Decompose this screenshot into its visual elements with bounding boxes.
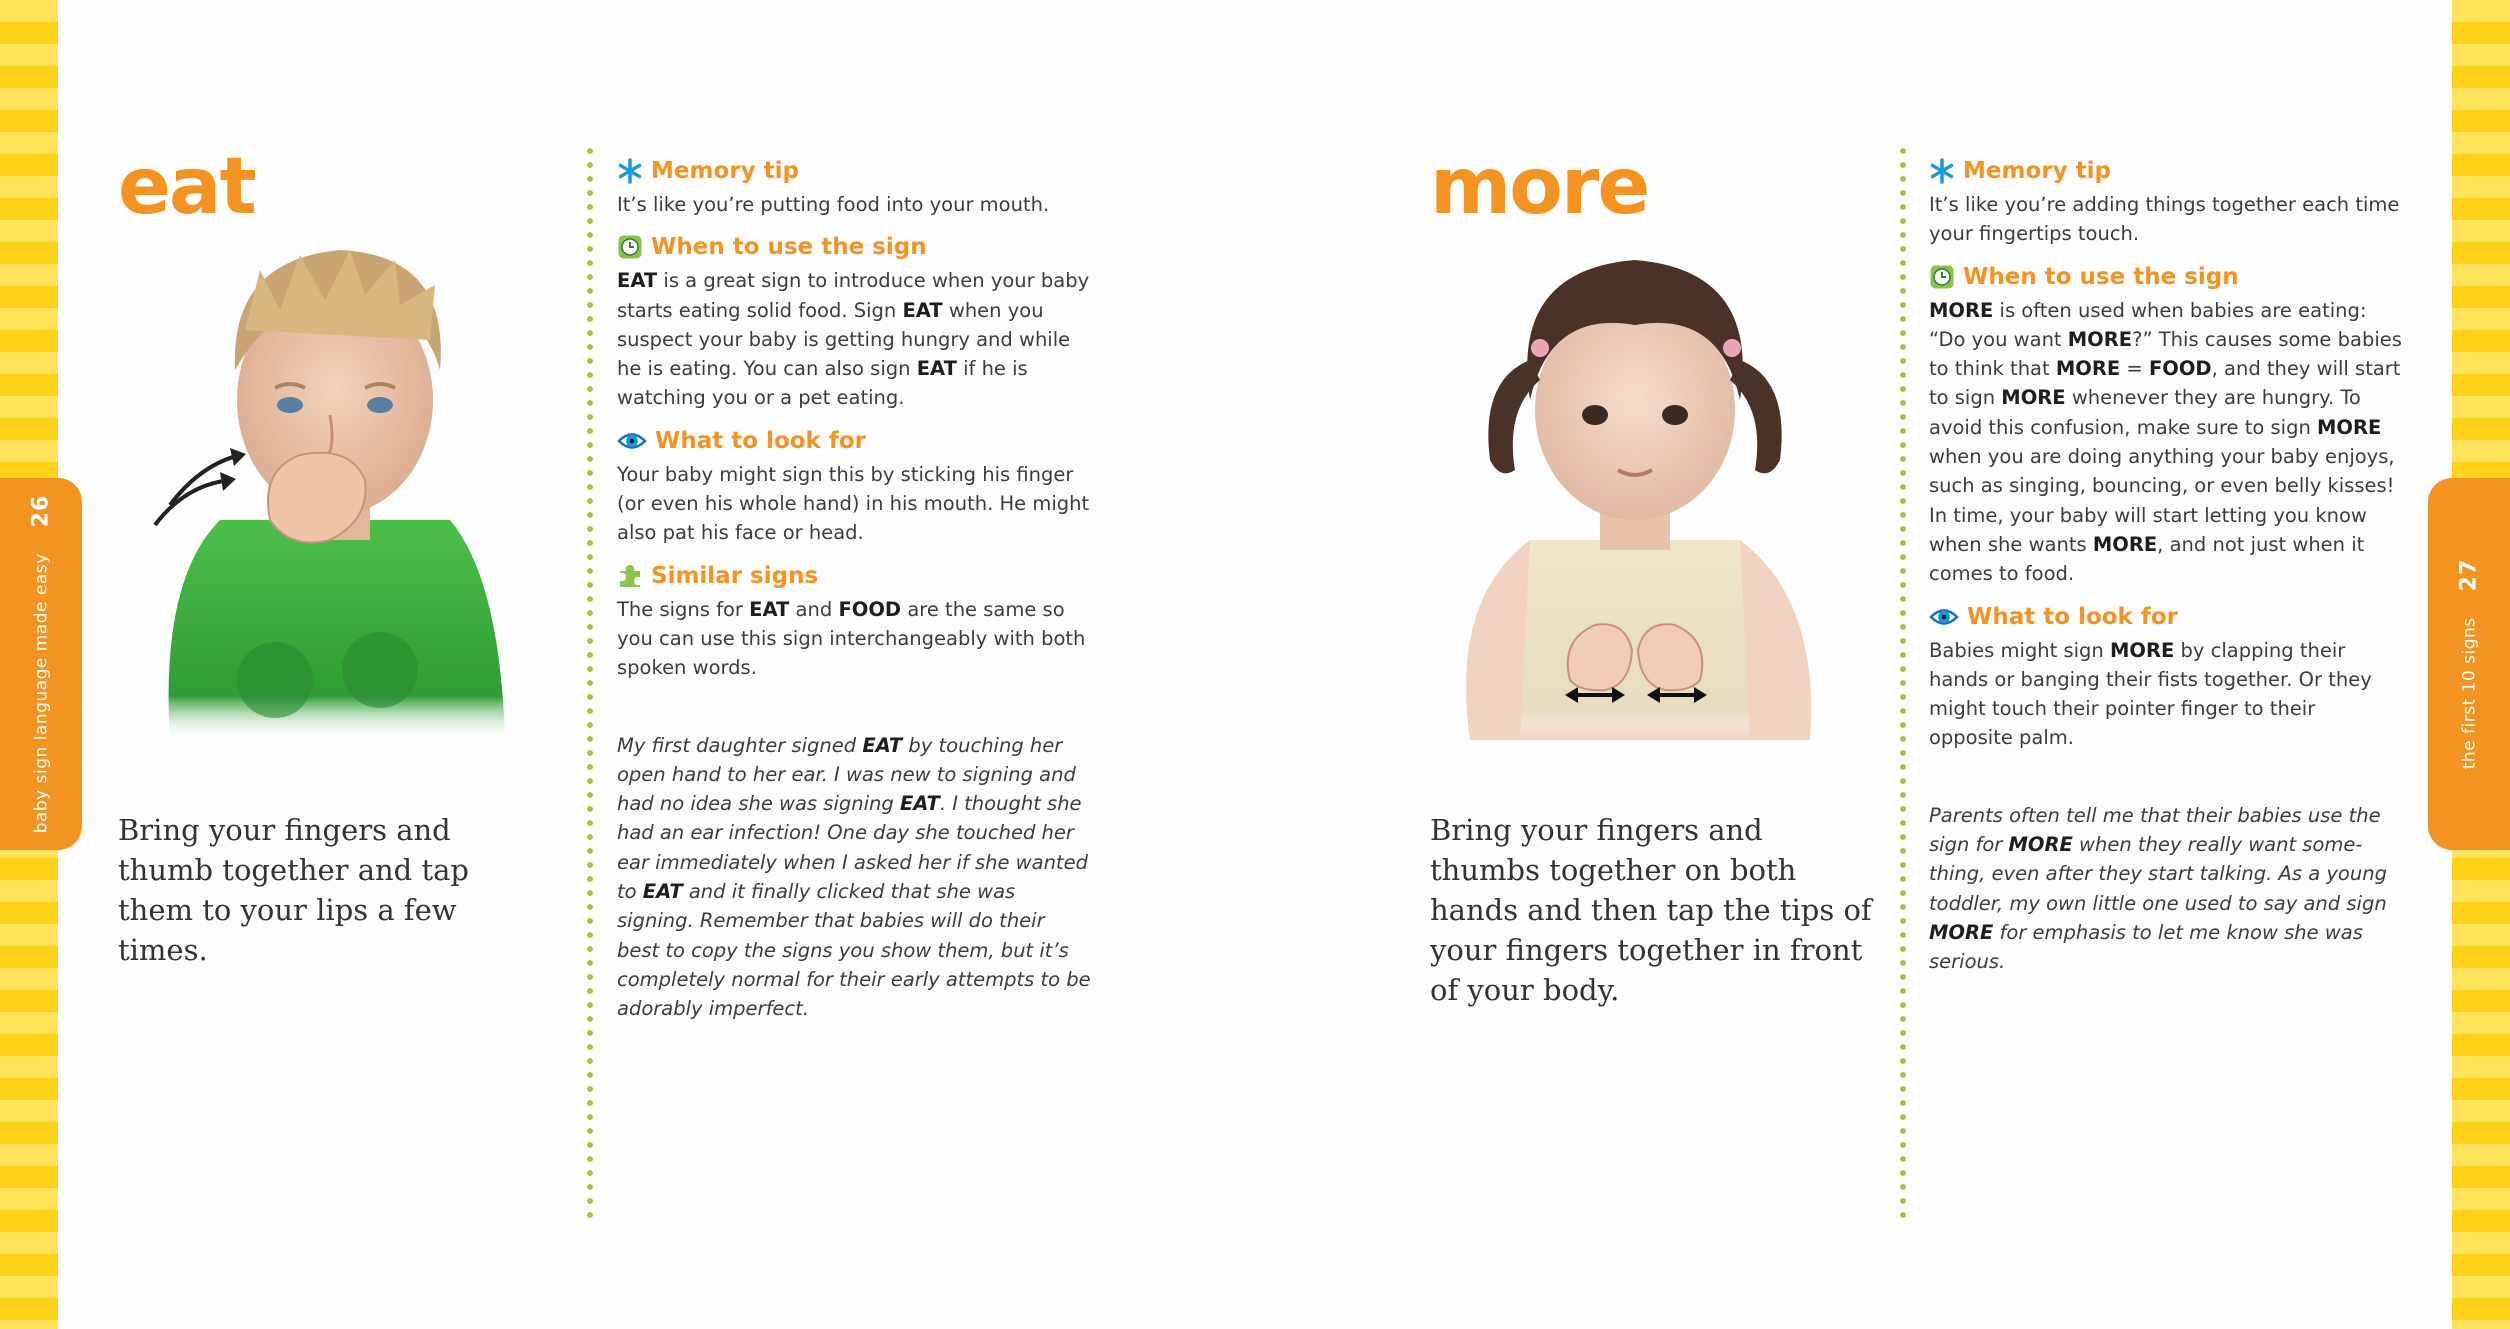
eat-info-column [617, 156, 1092, 1037]
eye-icon [1929, 604, 1959, 630]
puzzle-icon [617, 563, 643, 589]
emphasized-sign-word: MORE [1929, 920, 1994, 944]
text-run: when they really want some-thing, even after they start talking. As a young toddler, my own little one used to say and sign [1929, 833, 2387, 915]
running-title-right: the first 10 signs [2459, 617, 2479, 770]
sign-title-eat: eat [118, 142, 255, 232]
text-run: is often used when babies are eating: “Do you want [1929, 298, 2367, 351]
when-to-use-text [617, 266, 1092, 412]
text-run: = [2120, 357, 2149, 381]
emphasized-sign-word: FOOD [838, 597, 902, 621]
text-run: Babies might sign [1929, 638, 2110, 662]
emphasized-sign-word: EAT [902, 298, 943, 322]
what-to-look-for-heading: What to look for [617, 426, 1092, 456]
eat-instructions: Bring your fingers and thumb together and tap them to your lips a few times. [118, 813, 469, 967]
page-number-right: 27 [2456, 558, 2482, 592]
dotted-divider-right [1900, 148, 1906, 1218]
emphasized-sign-word: EAT [642, 880, 683, 904]
text-run: ?” This causes some babies to think that [1929, 327, 2402, 381]
text-run: , and not just when it comes to food. [1929, 532, 2365, 586]
girl-more-illustration [1420, 240, 1850, 750]
text-run: The signs for [617, 597, 750, 621]
emphasized-sign-word: MORE [2055, 357, 2121, 381]
emphasized-sign-word: EAT [862, 733, 903, 757]
similar-signs-heading: Similar signs [617, 561, 1092, 591]
asterisk-icon [1929, 158, 1955, 184]
emphasized-sign-word: EAT [617, 269, 658, 293]
running-title-left: baby sign language made easy [31, 553, 51, 834]
more-instructions: Bring your fingers and thumbs together on both hands and then tap the tips of your fingers together in front of your body. [1430, 813, 1872, 1007]
emphasized-sign-word: MORE [1929, 298, 1994, 322]
text-run: . I thought she had an ear infection! One day she touched her ear immediately when I asked her if she wanted to [617, 792, 1088, 904]
when-to-use-heading: When to use the sign [1929, 262, 2404, 292]
emphasized-sign-word: MORE [2092, 532, 2158, 556]
emphasized-sign-word: EAT [749, 597, 790, 621]
left-page-tab [0, 478, 82, 850]
what-to-look-for-text [1929, 636, 2404, 753]
text-run: My first daughter signed [617, 733, 863, 757]
dotted-divider-left [587, 148, 593, 1218]
text-run: for emphasis to let me know she was serious. [1929, 920, 2363, 974]
boy-eating-illustration [150, 240, 520, 750]
emphasized-sign-word: MORE [2317, 415, 2382, 439]
right-page-tab [2428, 478, 2510, 850]
page-number-left: 26 [28, 494, 54, 528]
eye-icon [617, 428, 647, 454]
text-run: is a great sign to introduce when your baby starts eating solid food. Sign [617, 269, 1090, 322]
clock-icon [617, 234, 643, 260]
text-run: when you are doing anything your baby enjoys, such as singing, bouncing, or even belly kisses! In time, your baby will start letting you know when she wants [1929, 445, 2395, 556]
similar-signs-text [617, 595, 1092, 683]
text-run: Parents often tell me that their babies use the sign for [1929, 803, 2381, 857]
text-run: are the same so you can use this sign interchangeably with both spoken words. [617, 597, 1086, 680]
emphasized-sign-word: MORE [2001, 386, 2066, 410]
memory-tip-heading: Memory tip [1929, 156, 2404, 186]
clock-icon [1929, 264, 1955, 290]
emphasized-sign-word: FOOD [2148, 357, 2212, 381]
memory-tip-text: It’s like you’re putting food into your mouth. [617, 193, 1050, 216]
text-run: whenever they are hungry. To avoid this confusion, make sure to sign [1929, 386, 2361, 439]
more-info-column [1929, 156, 2404, 990]
text-run: if he is watching you or a pet eating. [617, 357, 1028, 410]
text-run: by touching her open hand to her ear. I was new to signing and had no idea she was signing [617, 733, 1076, 816]
text-run: when you suspect your baby is getting hungry and while he is eating. You can also sign [617, 298, 1071, 381]
when-to-use-heading: When to use the sign [617, 232, 1092, 262]
text-run: and it finally clicked that she was signing. Remember that babies will do their best to copy the signs you show them, but it’s completely normal for their early attempts to be adorably imperfect. [617, 880, 1091, 1021]
emphasized-sign-word: MORE [2067, 327, 2133, 351]
memory-tip-text: It’s like you’re adding things together each time your fingertips touch. [1929, 193, 2400, 246]
what-to-look-for-heading: What to look for [1929, 602, 2404, 632]
sign-title-more: more [1430, 142, 1649, 232]
text-run: by clapping their hands or banging their fists together. Or they might touch their pointer finger to their opposite palm. [1929, 638, 2372, 750]
emphasized-sign-word: MORE [2109, 638, 2175, 662]
when-to-use-text [1929, 296, 2404, 589]
text-run: , and they will start to sign [1929, 357, 2401, 410]
what-to-look-for-text: Your baby might sign this by sticking his finger (or even his whole hand) in his mouth. He might also pat his face or head. [617, 462, 1090, 545]
asterisk-icon [617, 158, 643, 184]
emphasized-sign-word: EAT [916, 357, 957, 381]
memory-tip-heading: Memory tip [617, 156, 1092, 186]
emphasized-sign-word: MORE [2008, 833, 2073, 857]
text-run: and [789, 597, 839, 621]
emphasized-sign-word: EAT [899, 792, 940, 816]
anecdote-text [1929, 801, 2404, 977]
anecdote-text [617, 731, 1092, 1024]
